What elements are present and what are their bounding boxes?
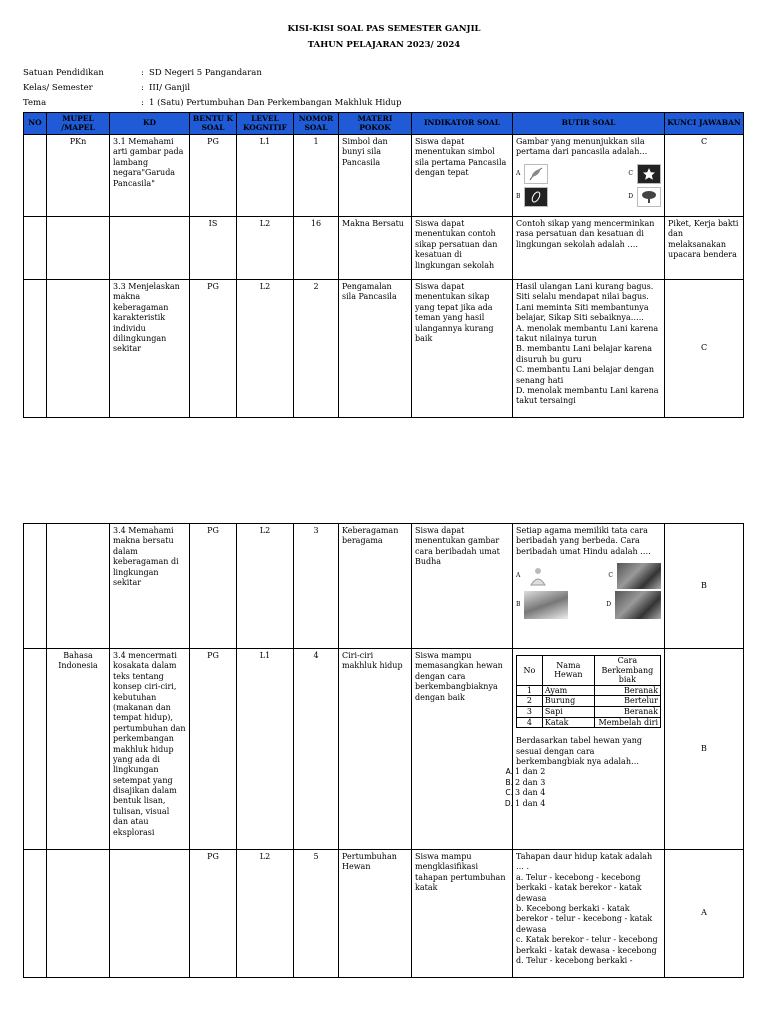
animal-table-cell: Membelah diri <box>594 717 660 728</box>
table-row <box>24 217 744 280</box>
question-text: Tahapan daur hidup katak adalah … . <box>516 852 653 872</box>
cell-materi: Keberagaman beragama <box>339 524 412 649</box>
header-mapel: MUPEL /MAPEL <box>47 113 110 135</box>
cell-materi: Ciri-ciri makhluk hidup <box>339 649 412 850</box>
cell-kd: 3.4 mencermati kosakata dalam teks tentang konsep ciri-ciri, kebutuhan (makanan dan tempat hidup), pertumbuhan dan perkembangan makhluk hidup yang ada di lingkungan setempat yang disajikan dalam bentuk lisan, tulisan, visual dan atau eksplorasi <box>110 649 190 850</box>
cell-bentuk: PG <box>190 524 237 649</box>
question-text: Hasil ulangan Lani kurang bagus. Siti selalu mendapat nilai bagus. Lani meminta Siti membantunya belajar, Sikap Siti sebaiknya….. <box>516 282 654 323</box>
cell-indikator: Siswa mampu memasangkan hewan dengan cara berkembangbiaknya dengan baik <box>412 649 513 850</box>
header-nomor-soal: NOMOR SOAL <box>294 113 339 135</box>
animal-table-cell: 4 <box>517 717 543 728</box>
header-indikator-soal: INDIKATOR SOAL <box>412 113 513 135</box>
star-icon <box>637 164 661 184</box>
animal-table-header: Cara Berkembang biak <box>594 656 660 686</box>
option-a-label: A <box>516 169 521 177</box>
table-row <box>24 850 744 978</box>
kisi-kisi-table-page1 <box>23 112 744 418</box>
cell-no <box>24 649 47 850</box>
animal-table-cell: 1 <box>517 685 543 696</box>
cell-mapel <box>47 524 110 649</box>
table-row <box>24 280 744 418</box>
cell-nomor: 5 <box>294 850 339 978</box>
cell-butir <box>504 649 665 850</box>
cell-kd <box>110 217 190 280</box>
cell-nomor: 4 <box>294 649 339 850</box>
worship-options-bottom <box>516 591 661 619</box>
table-row <box>24 649 744 850</box>
answer-option: C. membantu Lani belajar dengan senang hati <box>516 365 654 385</box>
cell-bentuk: IS <box>190 217 237 280</box>
cell-mapel <box>47 217 110 280</box>
worship-photo-b <box>524 591 568 619</box>
cell-kd: 3.1 Memahami arti gambar pada lambang negara"Garuda Pancasila" <box>110 135 190 217</box>
question-text: Berdasarkan tabel hewan yang sesuai dengan cara berkembangbiak nya adalah… <box>516 736 643 766</box>
meta-kelas: Kelas/ Semester : III/ Ganjil <box>23 83 191 93</box>
answer-option: B. 2 dan 3 <box>505 777 546 787</box>
animal-table-cell: Ayam <box>542 685 594 696</box>
padi-kapas-icon <box>524 164 548 184</box>
worship-options-top <box>516 563 661 589</box>
header-kd: KD <box>110 113 190 135</box>
cell-no <box>24 135 47 217</box>
document-title: KISI-KISI SOAL PAS SEMESTER GANJIL <box>287 24 481 34</box>
cell-level: L2 <box>237 280 294 418</box>
animal-table-cell: Sapi <box>542 706 594 717</box>
cell-materi: Pertumbuhan Hewan <box>339 850 412 978</box>
symbol-options-bottom <box>516 187 661 207</box>
option-d-label: D <box>606 601 611 609</box>
cell-butir <box>513 135 665 217</box>
answer-option: A. menolak membantu Lani karena takut nilainya turun <box>516 323 659 343</box>
praying-person-image <box>524 564 552 588</box>
symbol-options-top <box>516 164 661 184</box>
animal-table-cell: Katak <box>542 717 594 728</box>
cell-butir <box>513 524 665 649</box>
cell-bentuk: PG <box>190 850 237 978</box>
cell-level: L2 <box>237 850 294 978</box>
meta-tema: Tema : 1 (Satu) Pertumbuhan Dan Perkembangan Makhluk Hidup <box>23 98 402 108</box>
answer-option: A. 1 dan 2 <box>505 767 546 777</box>
cell-kunci: C <box>665 135 744 217</box>
cell-indikator: Siswa mampu mengklasifikasi tahapan pertumbuhan katak <box>412 850 513 978</box>
cell-mapel: Bahasa Indonesia <box>47 649 110 850</box>
cell-nomor: 3 <box>294 524 339 649</box>
animal-table-cell: Burung <box>542 696 594 707</box>
header-butir-soal: BUTIR SOAL <box>513 113 665 135</box>
table-row <box>24 135 744 217</box>
option-d-label: D <box>628 192 633 200</box>
answer-option: D. 1 dan 4 <box>504 798 546 808</box>
chain-icon <box>524 187 548 207</box>
document-subtitle: TAHUN PELAJARAN 2023/ 2024 <box>307 40 461 50</box>
cell-kd: 3.3 Menjelaskan makna keberagaman karakteristik individu dilingkungan sekitar <box>110 280 190 418</box>
cell-level: L1 <box>237 649 294 850</box>
header-kunci-jawaban: KUNCI JAWABAN <box>665 113 744 135</box>
banyan-tree-icon <box>637 187 661 207</box>
header-level-kognitif: LEVEL KOGNITIF <box>237 113 294 135</box>
cell-bentuk: PG <box>190 280 237 418</box>
question-text: Setiap agama memiliki tata cara beribadah yang berbeda. Cara beribadah umat Hindu adalah …. <box>516 526 651 556</box>
cell-kunci: C <box>665 280 744 418</box>
worship-photo-d <box>615 591 661 619</box>
worship-photo-c <box>617 563 661 589</box>
answer-option: c. Katak berekor - telur - kecebong berkaki - katak dewasa - kecebong <box>516 935 658 955</box>
cell-kunci: A <box>665 850 744 978</box>
cell-level: L2 <box>237 524 294 649</box>
animal-table-cell: 2 <box>517 696 543 707</box>
cell-nomor: 1 <box>294 135 339 217</box>
animal-table-cell: 3 <box>517 706 543 717</box>
header-materi-pokok: MATERI POKOK <box>339 113 412 135</box>
cell-bentuk: PG <box>190 135 237 217</box>
cell-butir <box>513 850 665 978</box>
cell-no <box>24 280 47 418</box>
cell-indikator: Siswa dapat menentukan sikap yang tepat jika ada teman yang hasil ulangannya kurang baik <box>412 280 513 418</box>
cell-kunci: B <box>665 649 744 850</box>
kisi-kisi-table-page2 <box>23 523 744 978</box>
cell-level: L2 <box>237 217 294 280</box>
cell-nomor: 2 <box>294 280 339 418</box>
animal-table-cell: Beranak <box>594 685 660 696</box>
animal-table-header: Nama Hewan <box>542 656 594 686</box>
cell-bentuk: PG <box>190 649 237 850</box>
cell-level: L1 <box>237 135 294 217</box>
answer-option: B. membantu Lani belajar karena disuruh bu guru <box>516 344 653 364</box>
table-row <box>24 524 744 649</box>
answer-option: C. 3 dan 4 <box>505 788 546 798</box>
header-bentuk-soal: BENTU K SOAL <box>190 113 237 135</box>
answer-option: a. Telur - kecebong - kecebong berkaki - katak berekor - katak dewasa <box>516 872 642 903</box>
question-text: Gambar yang menunjukkan sila pertama dari pancasila adalah… <box>516 137 648 157</box>
cell-indikator: Siswa dapat menentukan simbol sila pertama Pancasila dengan tepat <box>412 135 513 217</box>
cell-materi: Simbol dan bunyi sila Pancasila <box>339 135 412 217</box>
answer-option: D. menolak membantu Lani karena takut tersaingi <box>516 385 659 406</box>
cell-no <box>24 217 47 280</box>
option-b-label: B <box>516 192 521 200</box>
cell-materi: Pengamalan sila Pancasila <box>339 280 412 418</box>
cell-kd <box>110 850 190 978</box>
cell-kunci: B <box>665 524 744 649</box>
cell-no <box>24 524 47 649</box>
cell-indikator: Siswa dapat menentukan gambar cara beribadah umat Budha <box>412 524 513 649</box>
cell-butir <box>513 280 665 418</box>
cell-mapel: PKn <box>47 135 110 217</box>
animal-table-cell: Bertelur <box>594 696 660 707</box>
cell-materi: Makna Bersatu <box>339 217 412 280</box>
animal-table-header: No <box>517 656 543 686</box>
option-c-label: C <box>608 572 613 580</box>
animal-table <box>516 655 661 728</box>
answer-option: b. Kecebong berkaki - katak berekor - telur - kecebong - katak dewasa <box>516 903 653 934</box>
cell-mapel <box>47 280 110 418</box>
header-no: NO <box>24 113 47 135</box>
animal-table-cell: Beranak <box>594 706 660 717</box>
answer-option: d. Telur - kecebong berkaki - <box>516 955 633 965</box>
cell-indikator: Siswa dapat menentukan contoh sikap persatuan dan kesatuan di lingkungan sekolah <box>412 217 513 280</box>
cell-nomor: 16 <box>294 217 339 280</box>
cell-butir: Contoh sikap yang mencerminkan rasa persatuan dan kesatuan di lingkungan sekolah adalah …. <box>513 217 665 280</box>
cell-kd: 3.4 Memahami makna bersatu dalam keberagaman di lingkungan sekitar <box>110 524 190 649</box>
cell-no <box>24 850 47 978</box>
option-a-label: A <box>516 572 521 580</box>
option-b-label: B <box>516 601 521 609</box>
meta-satuan: Satuan Pendidikan : SD Negeri 5 Pangandaran <box>23 68 262 78</box>
option-c-label: C <box>628 169 633 177</box>
cell-mapel <box>47 850 110 978</box>
cell-kunci: Piket, Kerja bakti dan melaksanakan upacara bendera <box>665 217 744 280</box>
